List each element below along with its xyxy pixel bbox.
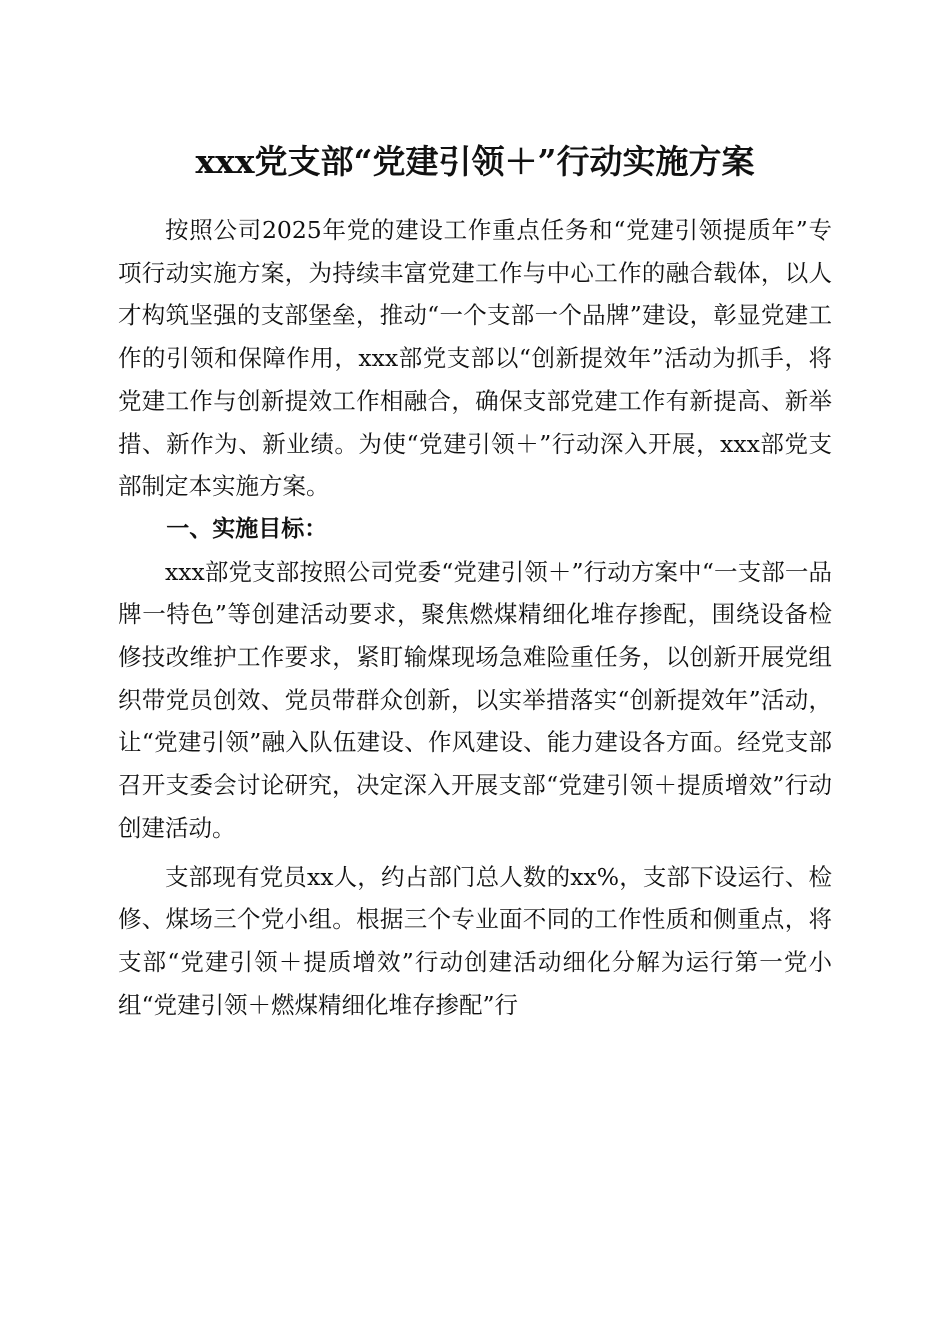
members-paragraph: 支部现有党员xx人，约占部门总人数的xx%，支部下设运行、检修、煤场三个党小组。根据三个专业面不同的工作性质和侧重点，将支部“党建引领＋提质增效”行动创建活动细化分解为运行第一党小组“党建引领＋燃煤精细化堆存掺配”行	[118, 862, 832, 1019]
intro-paragraph: 按照公司2025年党的建设工作重点任务和“党建引领提质年”专项行动实施方案，为持续丰富党建工作与中心工作的融合载体，以人才构筑坚强的支部堡垒，推动“一个支部一个品牌”建设，彰显党建工作的引领和保障作用，xxx部党支部以“创新提效年”活动为抓手，将党建工作与创新提效工作相融合，确保支部党建工作有新提高、新举措、新作为、新业绩。为使“党建引领＋”行动深入开展，xxx部党支部制定本实施方案。	[118, 216, 832, 501]
document-body	[118, 209, 832, 1026]
section-heading-goals: 一、实施目标：	[166, 515, 328, 542]
goals-paragraph: xxx部党支部按照公司党委“党建引领＋”行动方案中“一支部一品牌一特色”等创建活动要求，聚焦燃煤精细化堆存掺配，围绕设备检修技改维护工作要求，紧盯输煤现场急难险重任务，以创新开展党组织带党员创效、党员带群众创新，以实举措落实“创新提效年”活动，让“党建引领”融入队伍建设、作风建设、能力建设各方面。经党支部召开支委会讨论研究，决定深入开展支部“党建引领＋提质增效”行动创建活动。	[118, 557, 832, 842]
document-title: xxx党支部“党建引领＋”行动实施方案	[195, 142, 755, 181]
